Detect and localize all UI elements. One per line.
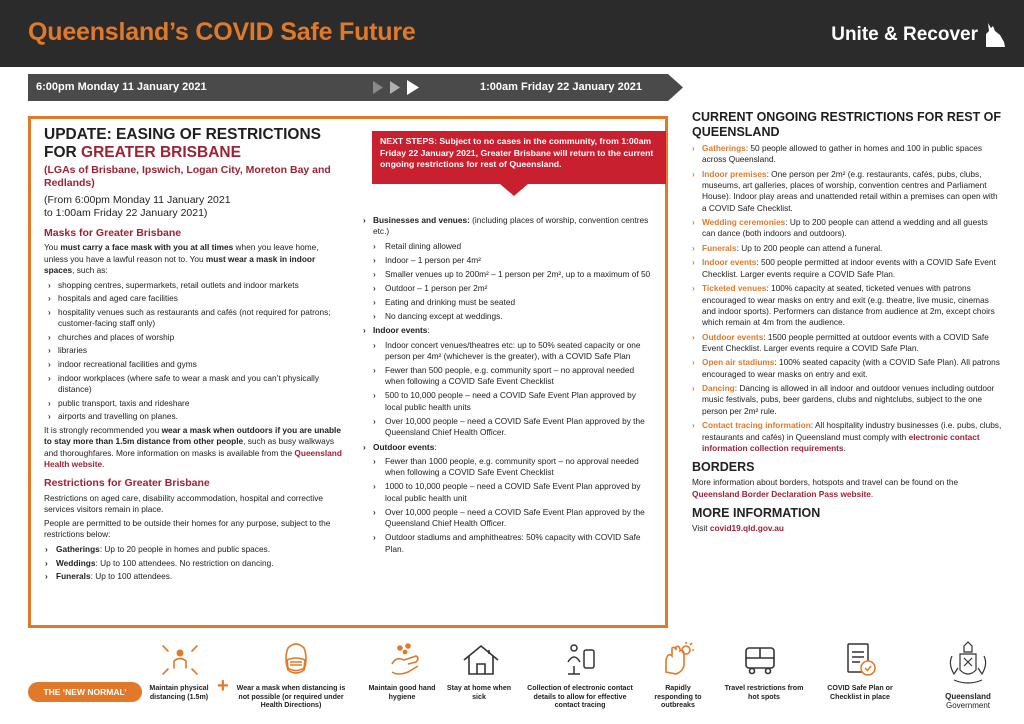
list-item: › libraries [44, 345, 344, 356]
ongoing-restrictions-column [692, 110, 1002, 535]
list-item: › Outdoor events: 1500 people permitted at outdoor events with a COVID Safe Event Checklist. Larger events require a COVID Safe Plan. [692, 332, 1002, 355]
list-item: › Dancing: Dancing is allowed in all indoor and outdoor venues including outdoor music festivals, pubs, beer gardens, clubs and nightclubs, subject to the one person per 2m² rule. [692, 383, 1002, 417]
contact-tracing-icon [560, 640, 600, 680]
list-item: › Over 10,000 people – need a COVID Safe Event Plan approved by the Queensland Chief Health Officer. [361, 507, 653, 530]
covid-website-link[interactable]: covid19.qld.gov.au [709, 523, 784, 534]
update-title-line1: UPDATE: EASING OF RESTRICTIONS [44, 126, 322, 143]
list-item: › Retail dining allowed [361, 241, 653, 252]
list-item: › Wedding ceremonies: Up to 200 people can attend a wedding and all guests can dance (both indoors and outdoors). [692, 217, 1002, 240]
timeline-end-date: 1:00am Friday 22 January 2021 [480, 81, 643, 93]
footer-item-hygiene: Maintain good hand hygiene [368, 684, 436, 701]
face-mask-icon [276, 640, 316, 680]
footer-item-mask: Wear a mask when distancing is not possible (or required under Health Directions) [236, 684, 346, 710]
hand-hygiene-icon [386, 642, 424, 678]
footer-item-stay-home: Stay at home when sick [446, 684, 512, 701]
list-item: › Funerals: Up to 100 attendees. [44, 571, 344, 582]
list-item: › Contact tracing information: All hospitality industry businesses (i.e. pubs, clubs, restaurants and cafés) in Queensland must comply with electronic contact information collection requirements. [692, 420, 1002, 454]
list-item: › hospitals and aged care facilities [44, 293, 344, 304]
stay-home-icon [460, 642, 502, 678]
queensland-map-icon [984, 22, 1006, 48]
list-item: › Indoor premises: One person per 2m² (e.g. restaurants, cafés, pubs, clubs, museums, art galleries, places of worship, convention centres and Parliament House). Indoor play areas and unattended retail within a premises can open with a COVID Safe Checklist. [692, 169, 1002, 214]
borders-heading: BORDERS [692, 460, 755, 475]
list-item: › Eating and drinking must be seated [361, 297, 653, 308]
list-item: › indoor workplaces (where safe to wear a mask and you can’t physically distance) [44, 373, 344, 396]
queensland-health-link[interactable]: Queensland Health website [44, 447, 342, 469]
borders-text: More information about borders, hotspots and travel can be found on the Queensland Border Declaration Pass website. [692, 477, 959, 499]
list-item: › 500 to 10,000 people – need a COVID Safe Event Plan approved by local public health units [361, 390, 653, 413]
rapid-response-icon [656, 642, 696, 678]
mask-places-list [44, 280, 344, 423]
restrictions-list [44, 544, 344, 582]
footer-item-outbreaks: Rapidly responding to outbreaks [654, 684, 702, 710]
list-item: › Gatherings: Up to 20 people in homes and public spaces. [44, 544, 344, 555]
update-title-line2: FOR GREATER BRISBANE [44, 144, 241, 161]
indoor-events-list [361, 340, 653, 439]
timeline-bar [28, 74, 683, 101]
list-item: › airports and travelling on planes. [44, 411, 344, 422]
business-venues-list [361, 241, 653, 322]
update-middle-column [361, 212, 653, 558]
travel-restrictions-icon [740, 642, 780, 678]
list-item: › Indoor concert venues/theatres etc: up to 50% seated capacity or one person per 4m² (whichever is the greater), with a COVID Safe Plan [361, 340, 653, 363]
indoor-events-heading: › Indoor events: [361, 325, 653, 336]
list-item: › hospitality venues such as restaurants and cafés (not required for patrons; customer-facing staff only) [44, 307, 344, 330]
restrictions-paragraph-2: People are permitted to be outside their homes for any purpose, subject to the restrictions below: [44, 517, 331, 540]
list-item: › Funerals: Up to 200 people can attend a funeral. [692, 243, 1002, 254]
list-item: › churches and places of worship [44, 332, 344, 343]
next-steps-pointer [500, 184, 528, 196]
plus-icon: + [217, 675, 229, 697]
contact-requirements-link[interactable]: electronic contact information collection requirements [702, 431, 980, 453]
update-title [44, 126, 344, 162]
government-logo-label: Queensland Government [945, 692, 991, 710]
header-banner [0, 0, 1024, 67]
brand-text: Unite & Recover [831, 24, 978, 45]
list-item: › public transport, taxis and rideshare [44, 398, 344, 409]
list-item: › Indoor events: 500 people permitted at indoor events with a COVID Safe Event Checklist. Larger events require a COVID Safe Plan. [692, 257, 1002, 280]
list-item: › Outdoor – 1 person per 2m² [361, 283, 653, 294]
covid-safe-plan-icon [840, 640, 880, 680]
physical-distancing-icon [160, 642, 200, 678]
business-venues-heading: › Businesses and venues: (including places of worship, convention centres etc.) [361, 215, 653, 238]
outdoor-mask-advice: It is strongly recommended you wear a mask when outdoors if you are unable to stay more than 1.5m distance from other people, such as busy walkways and thoroughfares. More information on masks is available from the Queensland Health website. [44, 424, 342, 469]
border-pass-link[interactable]: Queensland Border Declaration Pass website [692, 488, 871, 499]
queensland-coat-of-arms-icon [942, 638, 994, 690]
list-item: › Fewer than 1000 people, e.g. community sport – no approval needed when following a COVID Safe Event Checklist [361, 456, 653, 479]
footer-item-travel: Travel restrictions from hot spots [724, 684, 804, 701]
list-item: › Ticketed venues: 100% capacity at seated, ticketed venues with patrons encouraged to wear masks on entry and exit (e.g. theatre, live music, cinemas and indoor sports). Performers can distance from audience at 2m, except choirs which remain at 4m from the audience. [692, 283, 1002, 328]
masks-intro: You must carry a face mask with you at all times when you leave home, unless you have a lawful reason not to. You must wear a mask in indoor spaces, such as: [44, 242, 319, 276]
restrictions-heading: Restrictions for Greater Brisbane [44, 477, 210, 490]
update-title-place: GREATER BRISBANE [81, 144, 241, 161]
ongoing-heading: CURRENT ONGOING RESTRICTIONS FOR REST OF QUEENSLAND [692, 110, 1002, 139]
list-item: › Indoor – 1 person per 4m² [361, 255, 653, 266]
restrictions-paragraph-1: Restrictions on aged care, disability accommodation, hospital and corrective services visitors remain in place. [44, 492, 324, 515]
update-left-column [44, 126, 344, 585]
new-normal-badge: THE ‘NEW NORMAL’ [28, 682, 142, 702]
list-item: › Outdoor stadiums and amphitheatres: 50% capacity with COVID Safe Plan. [361, 532, 653, 555]
list-item: › Gatherings: 50 people allowed to gather in homes and 100 in public spaces across Queensland. [692, 143, 1002, 166]
page-title: Queensland’s COVID Safe Future [28, 18, 416, 46]
timeline-start-date: 6:00pm Monday 11 January 2021 [36, 81, 207, 93]
footer-item-safe-plan: COVID Safe Plan or Checklist in place [827, 684, 893, 701]
more-info-text: Visit covid19.qld.gov.au [692, 523, 784, 534]
list-item: › Weddings: Up to 100 attendees. No restriction on dancing. [44, 558, 344, 569]
list-item: › No dancing except at weddings. [361, 311, 653, 322]
list-item: › 1000 to 10,000 people – need a COVID Safe Event Plan approved by local public health unit [361, 481, 653, 504]
footer-item-contact-tracing: Collection of electronic contact details to allow for effective contact tracing [527, 684, 633, 710]
outdoor-events-list [361, 456, 653, 555]
list-item: › Smaller venues up to 200m² – 1 person per 2m², up to a maximum of 50 [361, 269, 653, 280]
ongoing-list [692, 143, 1002, 454]
lga-list: (LGAs of Brisbane, Ipswich, Logan City, Moreton Bay and Redlands) [44, 164, 331, 189]
list-item: › Fewer than 500 people, e.g. community sport – no approval needed when following a COVID Safe Event Checklist [361, 365, 653, 388]
list-item: › Open air stadiums: 100% seated capacity (with a COVID Safe Plan). All patrons encouraged to wear masks on entry and exit. [692, 357, 1002, 380]
update-dates: (From 6:00pm Monday 11 January 2021 to 1:00am Friday 22 January 2021) [44, 194, 231, 219]
more-info-heading: MORE INFORMATION [692, 506, 821, 520]
masks-heading: Masks for Greater Brisbane [44, 227, 182, 239]
outdoor-events-heading: › Outdoor events: [361, 442, 653, 453]
list-item: › Over 10,000 people – need a COVID Safe Event Plan approved by the Queensland Chief Health Officer. [361, 416, 653, 439]
list-item: › shopping centres, supermarkets, retail outlets and indoor markets [44, 280, 344, 291]
list-item: › indoor recreational facilities and gyms [44, 359, 344, 370]
next-steps-callout: NEXT STEPS: Subject to no cases in the community, from 1:00am Friday 22 January 2021, Greater Brisbane will return to the current ongoing restrictions for rest of Queensland. [372, 131, 666, 184]
footer-item-distancing: Maintain physical distancing (1.5m) [149, 684, 209, 701]
